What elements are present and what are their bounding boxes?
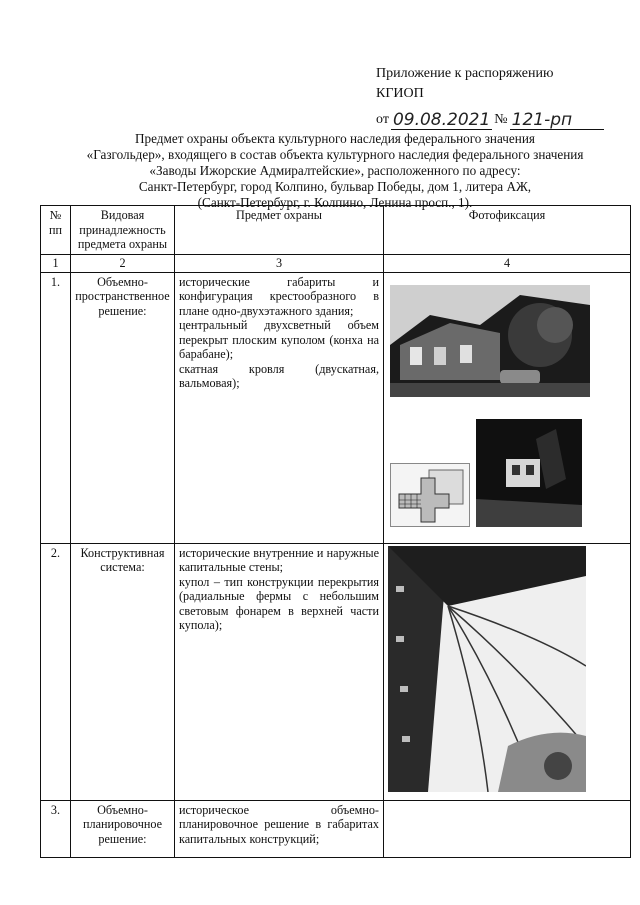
- table-row: [41, 543, 631, 800]
- site-plan-image: [390, 463, 470, 527]
- row-number: 1.: [41, 272, 71, 543]
- protection-subject-table: [40, 205, 631, 858]
- table-header-row: [41, 206, 631, 255]
- row-type: Объемно-планировочное решение:: [71, 800, 175, 857]
- heading-line-4: Санкт-Петербург, город Колпино, бульвар Победы, дом 1, литера АЖ,: [138, 179, 532, 194]
- subject-line: исторические габариты и конфигурация крестообразного в плане одно-двухэтажного здания;: [179, 274, 379, 318]
- document-heading: [40, 131, 630, 211]
- col-number-1: 1: [41, 255, 71, 273]
- annex-date-line: [376, 110, 596, 130]
- from-label: от: [376, 112, 389, 127]
- building-exterior-photo: [390, 285, 590, 397]
- subject-line: исторические внутренние и наружные капитальные стены;: [179, 545, 379, 574]
- col-number-4: 4: [384, 255, 631, 273]
- row-subject: [175, 800, 384, 857]
- annex-title: Приложение к распоряжению КГИОП: [376, 66, 554, 101]
- row-type: Конструктивная система:: [71, 543, 175, 800]
- col-number-3: 3: [175, 255, 384, 273]
- row-type: Объемно-пространственное решение:: [71, 272, 175, 543]
- handwritten-date: 09.08.2021: [392, 110, 491, 130]
- number-label: №: [494, 112, 508, 127]
- header-subject: Предмет охраны: [175, 206, 384, 255]
- subject-line: историческое объемно-планировочное решение в габаритах капитальных конструкций;: [179, 802, 379, 846]
- heading-line-3: «Заводы Ижорские Адмиралтейские», расположенного по адресу:: [149, 163, 521, 178]
- header-photo: Фотофиксация: [384, 206, 631, 255]
- handwritten-number: 121-рп: [510, 111, 604, 130]
- heading-line-5: (Санкт-Петербург, г. Колпино, Ленина просп., 1).: [197, 195, 473, 210]
- row-number: 3.: [41, 800, 71, 857]
- subject-line: купол – тип конструкции перекрытия (радиальные фермы с небольшим световым фонарем в верхней части купола);: [179, 574, 379, 632]
- header-type: Видовая принадлежность предмета охраны: [71, 206, 175, 255]
- table-row: [41, 272, 631, 543]
- header-num: № пп: [41, 206, 71, 255]
- photo-cell: [384, 800, 631, 857]
- row-subject: [175, 272, 384, 543]
- building-detail-photo: [476, 419, 582, 527]
- photo-cell: [384, 272, 631, 543]
- subject-line: центральный двухсветный объем перекрыт плоским куполом (конха на барабане);: [179, 318, 379, 361]
- column-number-row: [41, 255, 631, 273]
- col-number-2: 2: [71, 255, 175, 273]
- dome-interior-photo: [388, 546, 586, 792]
- heading-line-1: Предмет охраны объекта культурного наследия федерального значения: [135, 131, 535, 146]
- table-row: [41, 800, 631, 857]
- row-subject: [175, 543, 384, 800]
- subject-line: скатная кровля (двускатная, вальмовая);: [179, 361, 379, 390]
- photo-cell: [384, 543, 631, 800]
- heading-line-2: «Газгольдер», входящего в состав объекта культурного наследия федерального значения: [86, 147, 584, 162]
- row-number: 2.: [41, 543, 71, 800]
- annex-block: [376, 64, 596, 130]
